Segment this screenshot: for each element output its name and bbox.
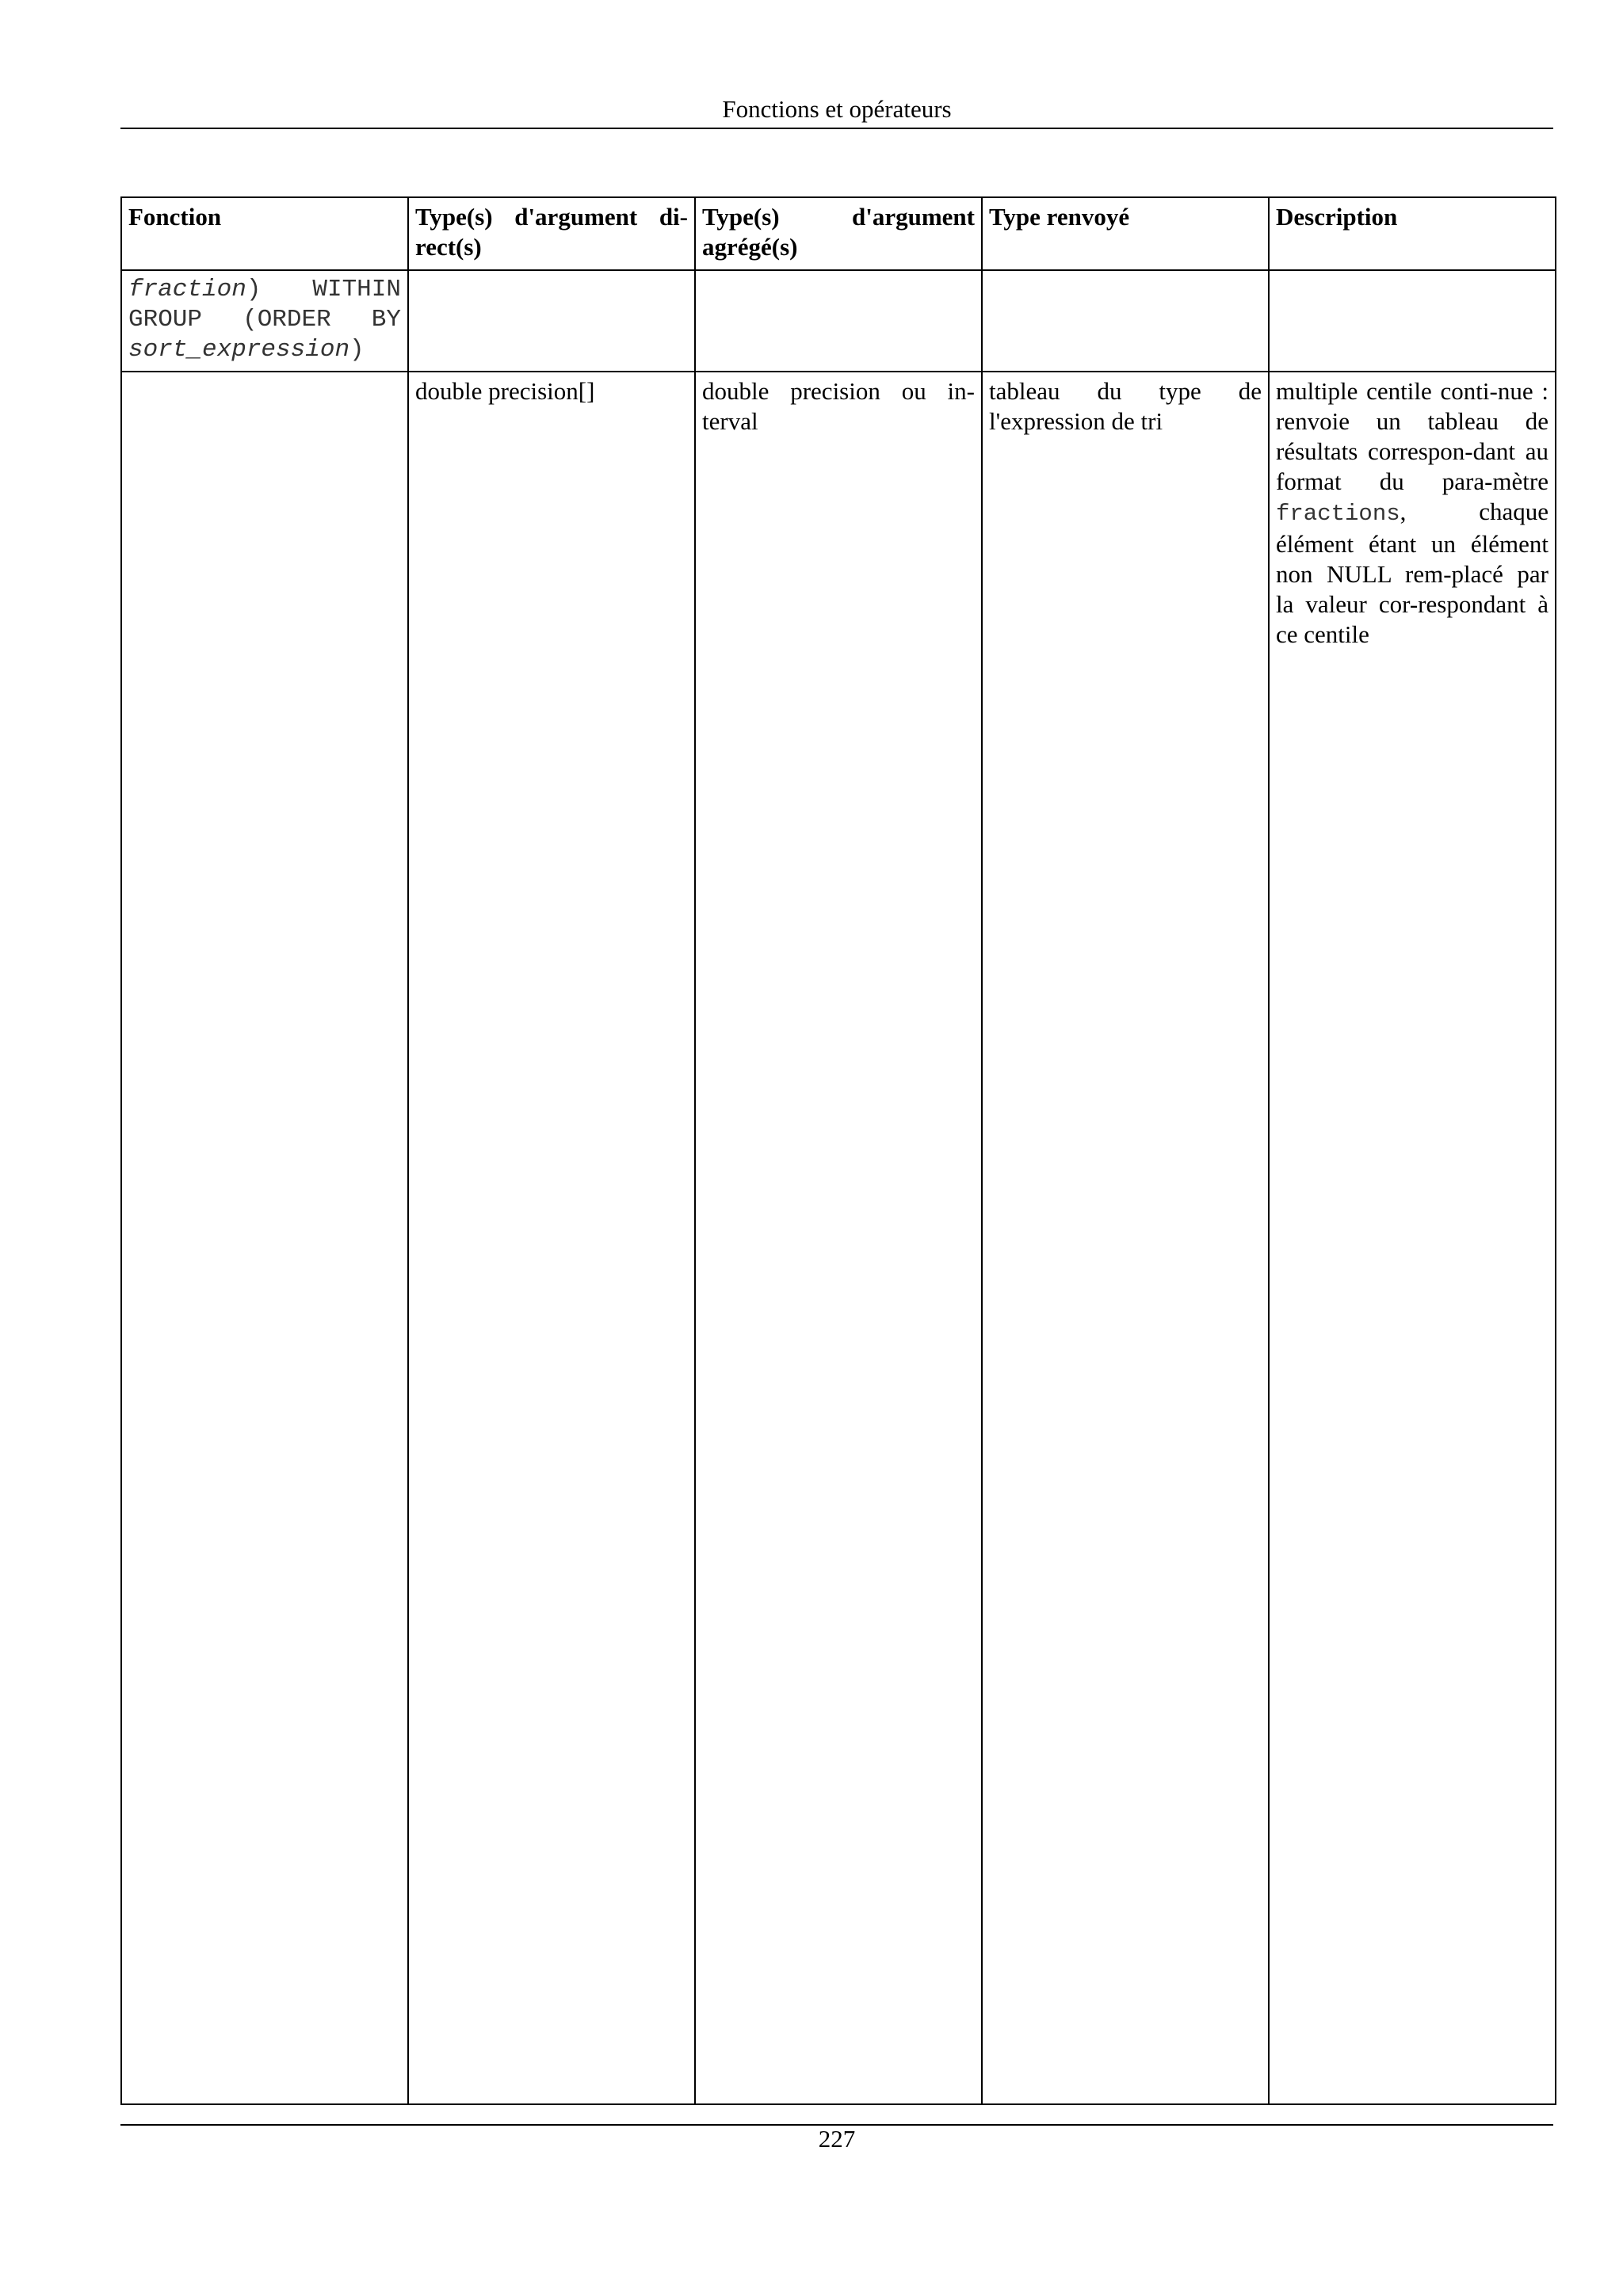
table-header-row bbox=[121, 197, 1556, 270]
description-text: multiple centile conti-nue : renvoie un tableau de résultats correspon-dant au format du para-mètre bbox=[1276, 377, 1549, 495]
description-text-continued: , chaque élément étant un élément non NULL rem-placé par la valeur cor-respondant à ce centile bbox=[1276, 498, 1549, 648]
function-signature-text: ) WITHIN GROUP (ORDER BY bbox=[128, 276, 401, 334]
return-type-cell: tableau du type de l'expression de tri bbox=[982, 372, 1269, 2104]
empty-cell bbox=[121, 372, 408, 2104]
function-table bbox=[120, 196, 1556, 2105]
page-number: 227 bbox=[818, 2125, 856, 2153]
empty-cell bbox=[695, 270, 982, 372]
page-header: Fonctions et opérateurs bbox=[722, 95, 952, 123]
table-row bbox=[121, 372, 1556, 2104]
direct-args-cell: double precision[] bbox=[408, 372, 695, 2104]
header-rule bbox=[120, 128, 1553, 129]
table-row bbox=[121, 270, 1556, 372]
empty-cell bbox=[1269, 270, 1556, 372]
empty-cell bbox=[982, 270, 1269, 372]
column-header-return-type: Type renvoyé bbox=[982, 197, 1269, 270]
column-header-function: Fonction bbox=[121, 197, 408, 270]
function-signature-cell bbox=[121, 270, 408, 372]
function-arg-sort-expression: sort_expression bbox=[128, 336, 350, 364]
function-signature-close: ) bbox=[349, 336, 365, 364]
description-code-fractions: fractions bbox=[1276, 501, 1400, 527]
aggregated-args-cell: double precision ou in-terval bbox=[695, 372, 982, 2104]
column-header-direct-args: Type(s) d'argument di-rect(s) bbox=[408, 197, 695, 270]
empty-cell bbox=[408, 270, 695, 372]
description-cell bbox=[1269, 372, 1556, 2104]
function-arg-fraction: fraction bbox=[128, 276, 246, 303]
column-header-aggregated-args: Type(s) d'argument agrégé(s) bbox=[695, 197, 982, 270]
column-header-description: Description bbox=[1269, 197, 1556, 270]
